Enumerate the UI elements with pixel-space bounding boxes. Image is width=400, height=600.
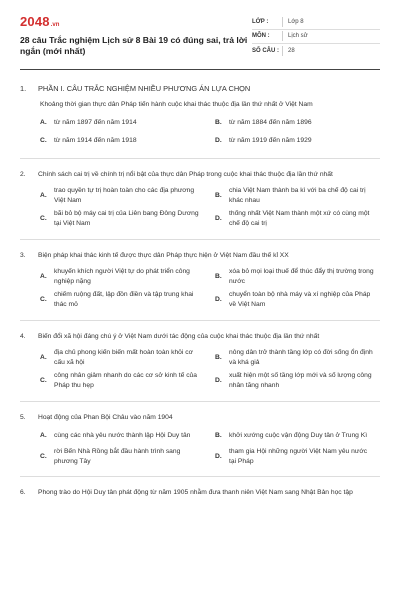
option-letter: A.: [40, 191, 47, 199]
info-label: SỐ CÂU :: [252, 48, 279, 55]
option-text: cùng các nhà yêu nước thành lập Hội Duy tân: [54, 431, 191, 439]
option-letter: A.: [40, 431, 47, 439]
option-letter: B.: [215, 272, 222, 280]
option-text: chuyển toàn bộ nhà máy và xí nghiệp của Pháp về Việt Nam: [229, 291, 371, 309]
info-separator: [282, 17, 283, 27]
option-letter: C.: [40, 137, 47, 145]
option-b[interactable]: [215, 267, 380, 287]
question-heading: [20, 488, 380, 498]
question-text: Biến đổi xã hội đáng chú ý ở Việt Nam dưới tác động của cuộc khai thác thuộc địa lần thứ nhất: [38, 332, 320, 340]
option-a[interactable]: [40, 267, 205, 287]
info-table: [252, 15, 380, 59]
option-letter: A.: [40, 272, 47, 280]
question-6: [20, 488, 380, 498]
question-body: [40, 267, 380, 310]
question-divider: [20, 320, 380, 321]
logo-domain: .vn: [50, 22, 60, 28]
option-text: nông dân trở thành tầng lớp có đời sống ổn định và khá giả: [229, 348, 373, 366]
options-grid: [40, 116, 380, 148]
option-b[interactable]: [215, 348, 380, 368]
option-text: khuyến khích người Việt tự do phát triển công nghiệp nặng: [54, 267, 190, 285]
question-body: [40, 186, 380, 229]
document-title: 28 câu Trắc nghiệm Lịch sử 8 Bài 19 có đúng sai, trả lời ngắn (mới nhất): [20, 35, 248, 56]
option-text: từ năm 1897 đến năm 1914: [54, 119, 137, 127]
question-number: 6.: [20, 489, 26, 497]
section-heading: [20, 84, 380, 94]
question-heading: [20, 170, 380, 180]
option-text: tham gia Hội những người Việt Nam yêu nước tại Pháp: [229, 447, 368, 465]
option-c[interactable]: [40, 209, 205, 229]
question-3: [20, 251, 380, 321]
option-text: chiếm ruộng đất, lập đồn điền và tập trung khai thác mỏ: [54, 291, 194, 309]
question-number: 3.: [20, 251, 26, 259]
option-c[interactable]: [40, 447, 205, 467]
option-d[interactable]: [215, 209, 380, 229]
logo-text: 2048: [20, 14, 50, 29]
question-text: Khoảng thời gian thực dân Pháp tiến hành cuộc khai thác thuộc địa lần thứ nhất ở Việt Nam: [40, 101, 313, 108]
option-letter: D.: [215, 377, 222, 385]
options-grid: [40, 348, 380, 391]
option-letter: B.: [215, 191, 222, 199]
option-text: từ năm 1914 đến năm 1918: [54, 137, 137, 145]
option-letter: D.: [215, 215, 222, 223]
option-text: khởi xướng cuộc vận động Duy tân ở Trung Kì: [229, 431, 368, 439]
question-body: [40, 348, 380, 391]
question-number: 5.: [20, 413, 26, 421]
option-letter: B.: [215, 431, 222, 439]
question-divider: [20, 158, 380, 159]
question-divider: [20, 476, 380, 477]
info-separator: [282, 31, 283, 41]
option-text: địa chủ phong kiến biến mất hoàn toàn khỏi cơ cấu xã hội: [54, 348, 193, 366]
option-c[interactable]: [40, 371, 205, 391]
option-letter: B.: [215, 119, 222, 127]
info-separator: [282, 46, 283, 56]
option-letter: C.: [40, 452, 47, 460]
option-text: trao quyền tự trị hoàn toàn cho các địa phương Việt Nam: [54, 186, 195, 204]
question-heading: [20, 413, 380, 423]
option-b[interactable]: [215, 116, 380, 130]
question-divider: [20, 401, 380, 402]
site-logo[interactable]: [20, 14, 250, 29]
option-a[interactable]: [40, 116, 205, 130]
question-number: 1.: [20, 84, 27, 93]
question-text: Hoạt động của Phan Bội Châu vào năm 1904: [38, 413, 173, 421]
options-grid: [40, 186, 380, 229]
option-c[interactable]: [40, 134, 205, 148]
option-text: công nhân giảm nhanh do các cơ sở kinh tế của Pháp thu hẹp: [54, 372, 197, 390]
info-value: Lớp 8: [288, 18, 304, 25]
document-header: [20, 0, 380, 59]
question-number: 4.: [20, 332, 26, 340]
option-letter: D.: [215, 452, 222, 460]
option-text: từ năm 1919 đến năm 1929: [229, 137, 312, 145]
info-row-count: [252, 44, 380, 59]
option-text: rời Bến Nhà Rồng bắt đầu hành trình sang phương Tây: [54, 447, 181, 465]
question-text: Biện pháp khai thác kinh tế được thực dân Pháp thực hiện ở Việt Nam đầu thế kỉ XX: [38, 251, 289, 259]
option-a[interactable]: [40, 186, 205, 206]
option-d[interactable]: [215, 134, 380, 148]
option-d[interactable]: [215, 290, 380, 310]
question-text: Phong trào do Hội Duy tân phát động từ năm 1905 nhằm đưa thanh niên Việt Nam sang Nhật Bản học tập: [38, 489, 353, 497]
info-value: 28: [288, 48, 295, 55]
info-row-class: [252, 15, 380, 30]
question-divider: [20, 239, 380, 240]
question-1: [20, 84, 380, 159]
header-left: [20, 14, 250, 59]
section-title: PHẦN I. CÂU TRẮC NGHIỆM NHIỀU PHƯƠNG ÁN LỰA CHỌN: [38, 84, 251, 93]
option-text: xóa bỏ mọi loại thuế để thúc đẩy thị trường trong nước: [229, 267, 374, 285]
option-d[interactable]: [215, 371, 380, 391]
option-b[interactable]: [215, 186, 380, 206]
header-divider: [20, 69, 380, 71]
option-letter: B.: [215, 353, 222, 361]
option-d[interactable]: [215, 447, 380, 467]
option-letter: A.: [40, 353, 47, 361]
option-b[interactable]: [215, 429, 380, 443]
info-label: MÔN :: [252, 33, 270, 40]
question-heading: [20, 332, 380, 342]
options-grid: [40, 267, 380, 310]
option-letter: C.: [40, 215, 47, 223]
option-a[interactable]: [40, 429, 205, 443]
question-number: 2.: [20, 171, 26, 178]
question-4: [20, 332, 380, 402]
option-letter: C.: [40, 377, 47, 385]
option-text: chia Việt Nam thành ba kì với ba chế độ cai trị khác nhau: [229, 186, 366, 204]
option-c[interactable]: [40, 290, 205, 310]
option-text: xuất hiện một số tầng lớp mới và số lượng công nhân tăng nhanh: [229, 372, 372, 390]
info-row-subject: [252, 30, 380, 45]
option-a[interactable]: [40, 348, 205, 368]
option-letter: A.: [40, 119, 47, 127]
question-2: [20, 170, 380, 240]
question-5: [20, 413, 380, 477]
question-body: [40, 100, 380, 148]
option-text: thống nhất Việt Nam thành một xứ có cùng một chế độ cai trị: [229, 210, 370, 228]
option-letter: D.: [215, 296, 222, 304]
option-text: từ năm 1884 đến năm 1896: [229, 119, 312, 127]
question-heading: [20, 251, 380, 261]
option-text: bãi bỏ bộ máy cai trị của Liên bang Đông Dương tại Việt Nam: [54, 210, 199, 228]
question-text: Chính sách cai trị về chính trị nổi bật của thực dân Pháp trong cuộc khai thác thuộc địa lần thứ nhất: [38, 171, 333, 178]
info-label: LỚP :: [252, 18, 269, 25]
info-value: Lịch sử: [288, 33, 308, 40]
option-letter: D.: [215, 137, 222, 145]
question-body: [40, 429, 380, 467]
options-grid: [40, 429, 380, 467]
option-letter: C.: [40, 296, 47, 304]
